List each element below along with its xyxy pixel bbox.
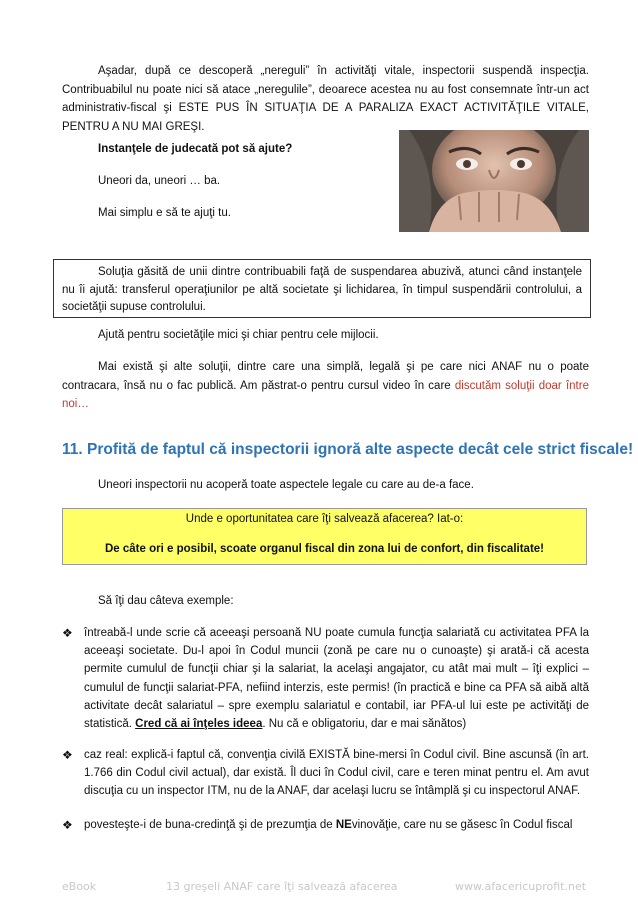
highlight-answer: De câte ori e posibil, scoate organul fiscal din zona lui de confort, din fiscalitate! bbox=[105, 543, 544, 555]
paragraph-intro: Aşadar, după ce descoperă „nereguli” în activităţi vitale, inspectorii suspendă inspecţia. Contribuabilul nu poate nici să atace „neregulile”, deoarece acestea nu au fost consemnate într-un act administrativ-fiscal şi ESTE PUS ÎN SITUAŢIA DE A PARALIZA EXACT ACTIVITĂŢILE VITALE, PENTRU A NU MAI GREŞI. bbox=[62, 65, 589, 133]
more-solutions-text: Mai există şi alte soluţii, dintre care una simplă, legală şi pe care nici ANAF nu o poate contracara, însă nu o fac publică. Am păstrat-o pentru cursul video în care bbox=[62, 361, 589, 392]
bullet-item-3 bbox=[62, 816, 589, 834]
bullet-3-bold: NE bbox=[335, 819, 352, 831]
diamond-bullet-icon: ❖ bbox=[62, 818, 73, 832]
highlight-box bbox=[62, 508, 587, 565]
bullet-3-text: povesteşte-i de buna-credinţă şi de prezumţia de bbox=[84, 819, 336, 831]
bullet-item-2 bbox=[62, 746, 589, 801]
footer-left: eBook bbox=[62, 880, 97, 893]
bullet-item-1 bbox=[62, 624, 589, 733]
footer-title: 13 greşeli ANAF care îţi salvează afacerea bbox=[166, 880, 398, 893]
answer-line-1: Uneori da, uneori … ba. bbox=[98, 175, 221, 187]
solution-text: Soluţia găsită de unii dintre contribuabili faţă de suspendarea abuzivă, atunci când instanţele nu îi ajută: transferul operaţiunilor pe altă societate şi lichidarea, în timpul suspendării controlului, a societăţii supuse controlului. bbox=[62, 266, 582, 313]
video-course-link[interactable]: discutăm soluţii doar între noi… bbox=[62, 379, 589, 410]
diamond-bullet-icon: ❖ bbox=[62, 748, 73, 762]
bullet-3-tail: vinovăţie, care nu se găsesc în Codul fiscal bbox=[351, 819, 573, 831]
section-heading-11: 11. Profită de faptul că inspectorii ignoră alte aspecte decât cele strict fiscale! bbox=[62, 441, 634, 458]
footer-url: www.afacericuprofit.net bbox=[455, 880, 587, 893]
worried-woman-photo bbox=[399, 130, 589, 232]
answer-line-2: Mai simplu e să te ajuţi tu. bbox=[98, 207, 231, 219]
solution-box bbox=[53, 259, 591, 318]
paragraph-examples: Să îţi dau câteva exemple: bbox=[98, 595, 234, 607]
diamond-bullet-icon: ❖ bbox=[62, 626, 73, 640]
highlight-question: Unde e oportunitatea care îţi salvează afacerea? Iat-o: bbox=[185, 513, 464, 525]
paragraph-more-solutions bbox=[62, 358, 589, 414]
bullet-1-underlined: Cred că ai înţeles ideea bbox=[135, 718, 263, 731]
paragraph-inspectors: Uneori inspectorii nu acoperă toate aspectele legale cu care au de-a face. bbox=[98, 479, 474, 491]
paragraph-help: Ajută pentru societăţile mici şi chiar pentru cele mijlocii. bbox=[98, 329, 379, 341]
bullet-1-tail: . Nu că e obligatoriu, dar e mai sănătos) bbox=[262, 718, 467, 731]
bullet-2-text: caz real: explică-i faptul că, convenţia civilă EXISTĂ bine-mersi în Codul civil. Bine ascunsă (în art. 1.766 din Codul civil actual), dar există. Îl duci în Codul civil, care e teren minat pentru el. Am avut discuţia cu un inspector ITM, nu de la ANAF, dar acelaşi lucru se întâmplă şi cu inspectorul ANAF. bbox=[84, 749, 589, 798]
question-heading: Instanţele de judecată pot să ajute? bbox=[98, 143, 293, 155]
bullet-1-text: întreabă-l unde scrie că aceeaşi persoană NU poate cumula funcţia salariată cu activitatea PFA la aceeaşi societate. Du-l apoi în Codul muncii (zonă pe care nu o cunoaşte) şi arată-i că acesta permite cumulul de funcţii chiar şi la salariat, la acelaşi angajator, cu atât mai mult – îţi explici – cumulul de funcţii salariat-PFA, nefiind interzis, este permis! (în practică e bine ca PFA să aibă altă activitate decât salariatul – spre exemplu salariatul e contabil, iar PFA-ul lui este pe activităţi de statistică. bbox=[84, 627, 589, 731]
